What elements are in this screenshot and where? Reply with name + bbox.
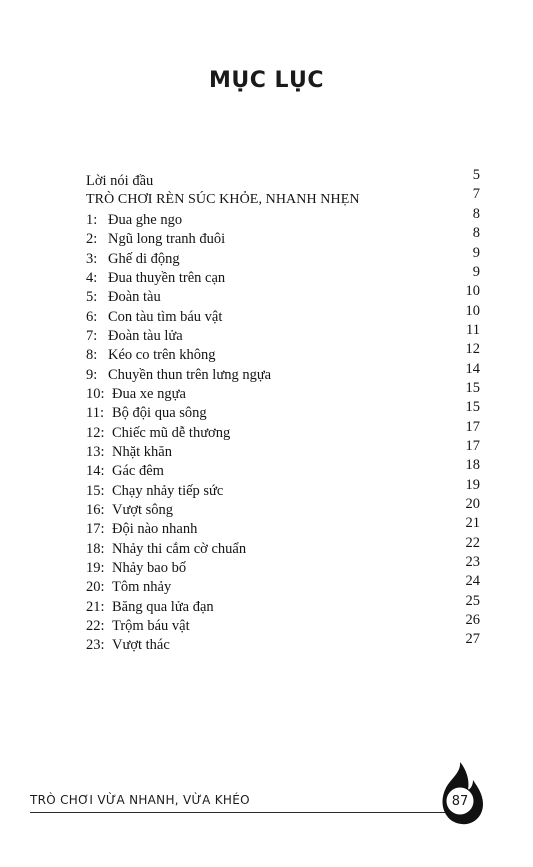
toc-label: Băng qua lửa đạn — [112, 598, 214, 615]
toc-page-number: 12 — [465, 341, 480, 358]
toc-page-number: 15 — [465, 399, 480, 416]
toc-page-number: 10 — [465, 302, 480, 319]
toc-item-number: 18: — [86, 540, 105, 557]
toc-item-number: 2: — [86, 231, 98, 248]
toc-label: Chiếc mũ dễ thương — [112, 424, 231, 441]
toc-page-number: 9 — [472, 264, 480, 281]
toc-page-number: 15 — [465, 380, 480, 397]
toc-label: Vượt sông — [112, 502, 174, 519]
toc-label: Đoàn tàu — [108, 289, 161, 306]
toc-item-number: 15: — [86, 482, 105, 499]
toc-label: Lời nói đầu — [86, 173, 154, 189]
toc-page-number: 8 — [472, 206, 480, 222]
toc-page-number: 5 — [472, 167, 480, 183]
toc-item-number: 10: — [86, 386, 105, 403]
toc-item-number: 16: — [86, 502, 105, 519]
toc-item-number: 3: — [86, 250, 98, 267]
toc-page-number: 14 — [465, 360, 480, 377]
toc-label: Ngũ long tranh đuôi — [108, 231, 226, 248]
toc-page-number: 18 — [465, 457, 480, 474]
toc-label: Nhảy thi cắm cờ chuẩn — [112, 540, 247, 557]
toc-label: Bộ đội qua sông — [112, 405, 207, 422]
page-number-badge — [437, 758, 487, 828]
toc-page-number: 22 — [465, 534, 480, 551]
toc-label: Tôm nhảy — [112, 579, 172, 596]
toc-page-number: 24 — [465, 573, 480, 590]
toc-item — [0, 631, 533, 656]
toc-item-number: 22: — [86, 618, 105, 635]
toc-item-number: 21: — [86, 598, 105, 615]
toc-item-number: 12: — [86, 424, 105, 441]
toc-page-number: 8 — [472, 225, 480, 242]
toc-label: Đội nào nhanh — [112, 521, 198, 538]
toc-label: Nhảy bao bố — [112, 560, 187, 577]
toc-item-number: 13: — [86, 444, 105, 461]
toc-item-number: 17: — [86, 521, 105, 538]
toc-label: Đua thuyền trên cạn — [108, 270, 226, 287]
toc-page-number: 25 — [465, 592, 480, 609]
toc-item-number: 23: — [86, 637, 105, 654]
toc-label: Đoàn tàu lửa — [108, 328, 183, 345]
toc-label: Kéo co trên không — [108, 347, 216, 364]
flame-icon — [437, 758, 487, 828]
toc-item-number: 14: — [86, 463, 105, 480]
toc-page-number: 17 — [465, 438, 480, 455]
toc-label: TRÒ CHƠI RÈN SÚC KHỎE, NHANH NHẸN — [86, 192, 360, 207]
toc-label: Nhặt khăn — [112, 444, 172, 461]
toc-item-number: 9: — [86, 366, 98, 383]
toc-page-number: 11 — [466, 322, 480, 339]
toc-label: Trộm báu vật — [112, 618, 190, 635]
toc-label: Gác đêm — [112, 463, 164, 480]
toc-item-number: 6: — [86, 308, 98, 325]
toc-page-number: 26 — [465, 612, 480, 629]
toc-page-number: 20 — [465, 496, 480, 513]
toc-page-number: 23 — [465, 554, 480, 571]
toc-page-number: 19 — [465, 476, 480, 493]
toc-item-number: 19: — [86, 560, 105, 577]
toc-item-number: 8: — [86, 347, 98, 364]
toc-item-number: 4: — [86, 270, 98, 287]
toc-item-number: 7: — [86, 328, 98, 345]
toc-label: Con tàu tìm báu vật — [108, 308, 223, 325]
toc-page-number: 9 — [472, 244, 480, 261]
footer-book-title: TRÒ CHƠI VỪA NHANH, VỪA KHÉO — [30, 793, 250, 807]
toc-item-number: 1: — [86, 212, 98, 228]
toc-label: Chạy nhảy tiếp sức — [112, 482, 224, 499]
toc-page-number: 10 — [465, 283, 480, 300]
toc-page-number: 7 — [472, 186, 480, 202]
toc-item-number: 5: — [86, 289, 98, 306]
footer-divider — [30, 812, 450, 813]
toc-label: Chuyền thun trên lưng ngựa — [108, 366, 272, 383]
toc-item-number: 11: — [86, 405, 104, 422]
toc-item-number: 20: — [86, 579, 105, 596]
toc-page-number: 17 — [465, 418, 480, 435]
page-number: 87 — [451, 794, 469, 809]
page-title: MỤC LỤC — [208, 68, 325, 93]
toc-label: Đua ghe ngo — [108, 212, 183, 228]
toc-label: Ghế di động — [108, 250, 180, 267]
toc-page-number: 21 — [465, 515, 480, 532]
toc-label: Vượt thác — [112, 637, 170, 654]
toc-label: Đua xe ngựa — [112, 386, 186, 403]
toc-page-number: 27 — [465, 631, 480, 648]
